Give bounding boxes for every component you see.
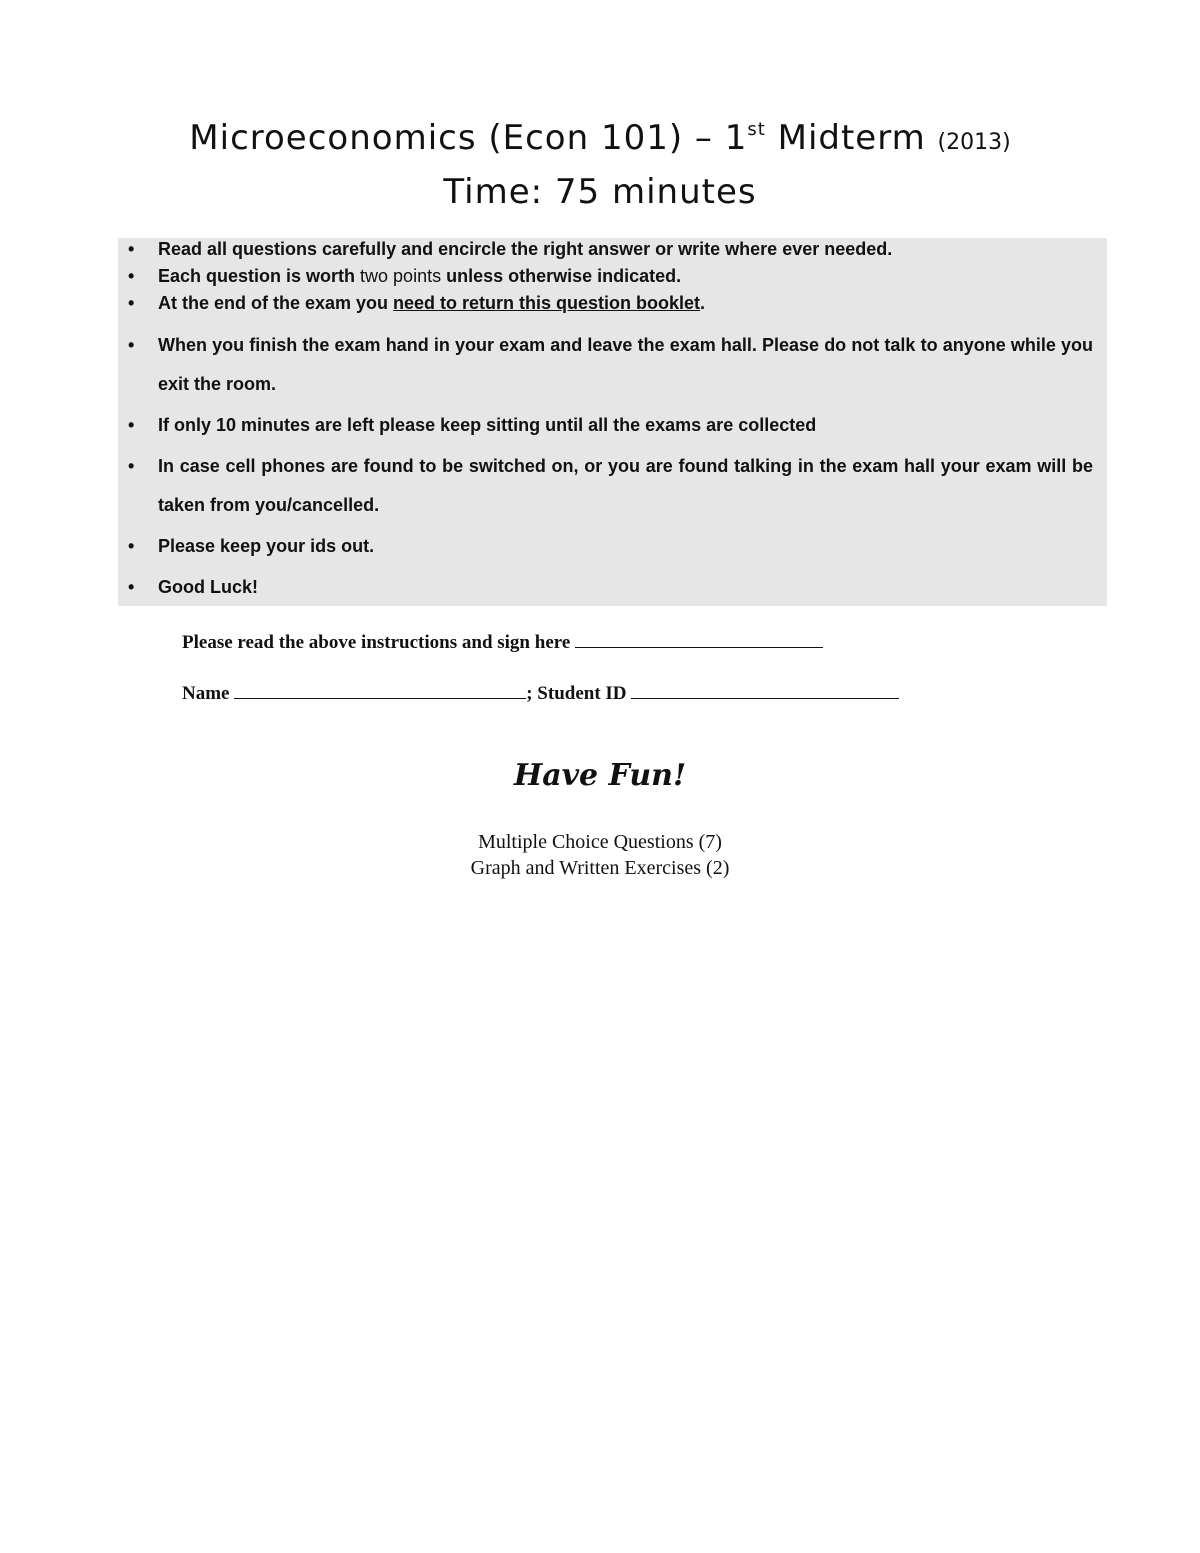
name-label: Name [182, 683, 230, 704]
mcq-section: Multiple Choice Questions (7) [478, 831, 722, 853]
title-midterm: Midterm [765, 118, 938, 158]
return-booklet-text: need to return this question booklet [393, 293, 701, 313]
instruction-item: • Good Luck! [158, 577, 1093, 598]
graph-section: Graph and Written Exercises (2) [470, 857, 730, 879]
instruction-item: • At the end of the exam you need to return this question booklet. [158, 293, 1093, 314]
instruction-item: • Each question is worth two points unless otherwise indicated. [158, 266, 1093, 287]
two-points-text: two points [360, 266, 442, 286]
sign-label: Please read the above instructions and sign here [182, 632, 571, 653]
exam-time: Time: 75 minutes [443, 172, 757, 212]
have-fun-text: Have Fun! [513, 758, 687, 793]
title-superscript: st [747, 119, 766, 140]
student-id-label: ; Student ID [526, 683, 627, 704]
name-line[interactable] [234, 682, 526, 699]
instruction-item: • If only 10 minutes are left please keep sitting until all the exams are collected [158, 415, 1093, 436]
title-year: (2013) [937, 130, 1011, 155]
exam-title [0, 112, 1200, 169]
name-id-row [182, 682, 899, 705]
signature-line[interactable] [575, 631, 823, 648]
signature-row [182, 631, 823, 654]
title-text: Microeconomics (Econ 101) – 1 [189, 118, 748, 158]
exam-header [0, 112, 1200, 215]
instructions-box [118, 238, 1107, 606]
exam-sections [0, 829, 1200, 881]
instruction-item: • Please keep your ids out. [158, 536, 1093, 557]
instruction-item: • When you finish the exam hand in your exam and leave the exam hall. Please do not talk to anyone while you exit the room. [158, 326, 1093, 404]
student-id-line[interactable] [631, 682, 899, 699]
instruction-item: • Read all questions carefully and encircle the right answer or write where ever needed. [158, 239, 1093, 260]
instruction-item: • In case cell phones are found to be switched on, or you are found talking in the exam hall your exam will be taken from you/cancelled. [158, 447, 1093, 525]
